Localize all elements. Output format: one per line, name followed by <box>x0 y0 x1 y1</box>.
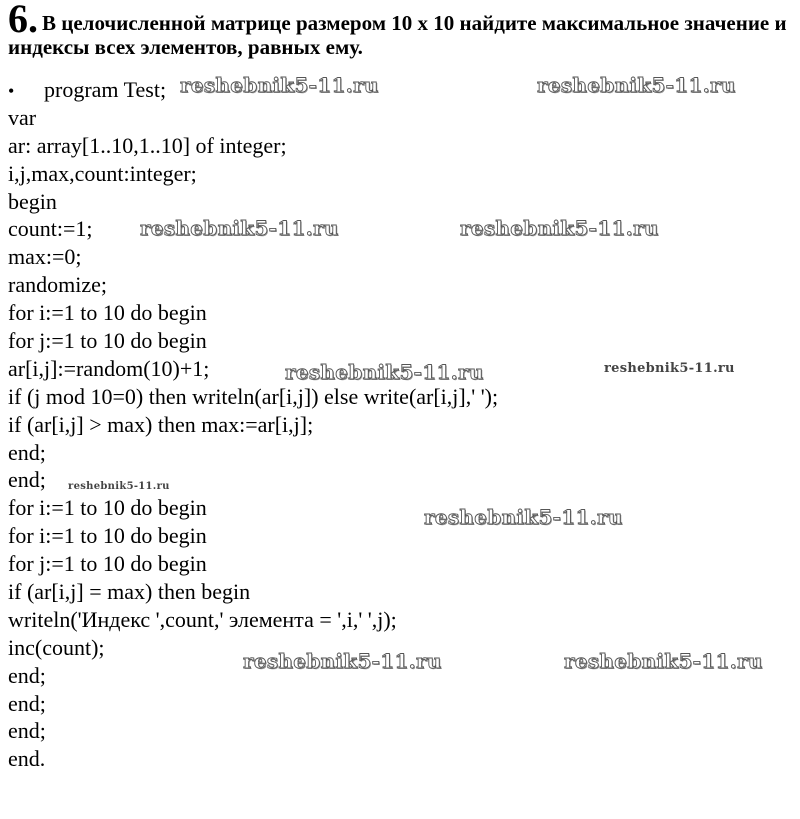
watermark: reshebnik5-11.ru <box>140 216 339 240</box>
code-line: end; <box>8 467 46 493</box>
code-line: if (ar[i,j] = max) then begin <box>8 579 251 605</box>
code-line: if (j mod 10=0) then writeln(ar[i,j]) else write(ar[i,j],' '); <box>8 383 499 409</box>
code-line: for j:=1 to 10 do begin <box>8 328 207 354</box>
code-line: for i:=1 to 10 do begin <box>8 523 207 549</box>
code-line: end; <box>8 439 46 465</box>
code-line: max:=0; <box>8 244 82 270</box>
code-line: end. <box>8 746 46 772</box>
code-line: for j:=1 to 10 do begin <box>8 551 207 577</box>
code-line: ar[i,j]:=random(10)+1; <box>8 355 210 381</box>
code-line: randomize; <box>8 272 107 298</box>
code-line: ar: array[1..10,1..10] of integer; <box>8 132 287 158</box>
code-line: writeln('Индекс ',count,' элемента = ',i,' ',j); <box>8 606 397 632</box>
watermark: reshebnik5-11.ru <box>424 505 623 529</box>
watermark: reshebnik5-11.ru <box>285 360 484 384</box>
code-line: i,j,max,count:integer; <box>8 160 197 186</box>
code-line: end; <box>8 662 46 688</box>
code-line: begin <box>8 188 57 214</box>
code-line: end; <box>8 690 46 716</box>
watermark: reshebnik5-11.ru <box>180 73 379 97</box>
watermark: reshebnik5-11.ru <box>604 361 735 376</box>
watermark: reshebnik5-11.ru <box>564 649 763 673</box>
code-line: end; <box>8 718 46 744</box>
code-line: for i:=1 to 10 do begin <box>8 300 207 326</box>
code-listing <box>8 76 498 773</box>
watermark: reshebnik5-11.ru <box>68 481 170 492</box>
watermark: reshebnik5-11.ru <box>460 216 659 240</box>
task-number: 6. <box>8 0 38 41</box>
code-line: count:=1; <box>8 216 93 242</box>
task-statement: В целочисленной матрице размером 10 х 10 найдите максимальное значение и индексы всех элементов, равных ему. <box>8 11 787 59</box>
watermark: reshebnik5-11.ru <box>243 649 442 673</box>
code-line: inc(count); <box>8 634 105 660</box>
code-line: for i:=1 to 10 do begin <box>8 495 207 521</box>
code-line: • program Test; <box>8 76 498 104</box>
watermark: reshebnik5-11.ru <box>537 73 736 97</box>
task-header <box>8 0 798 59</box>
code-line: if (ar[i,j] > max) then max:=ar[i,j]; <box>8 411 314 437</box>
bullet-icon: • <box>8 81 15 101</box>
code-line: var <box>8 104 37 130</box>
